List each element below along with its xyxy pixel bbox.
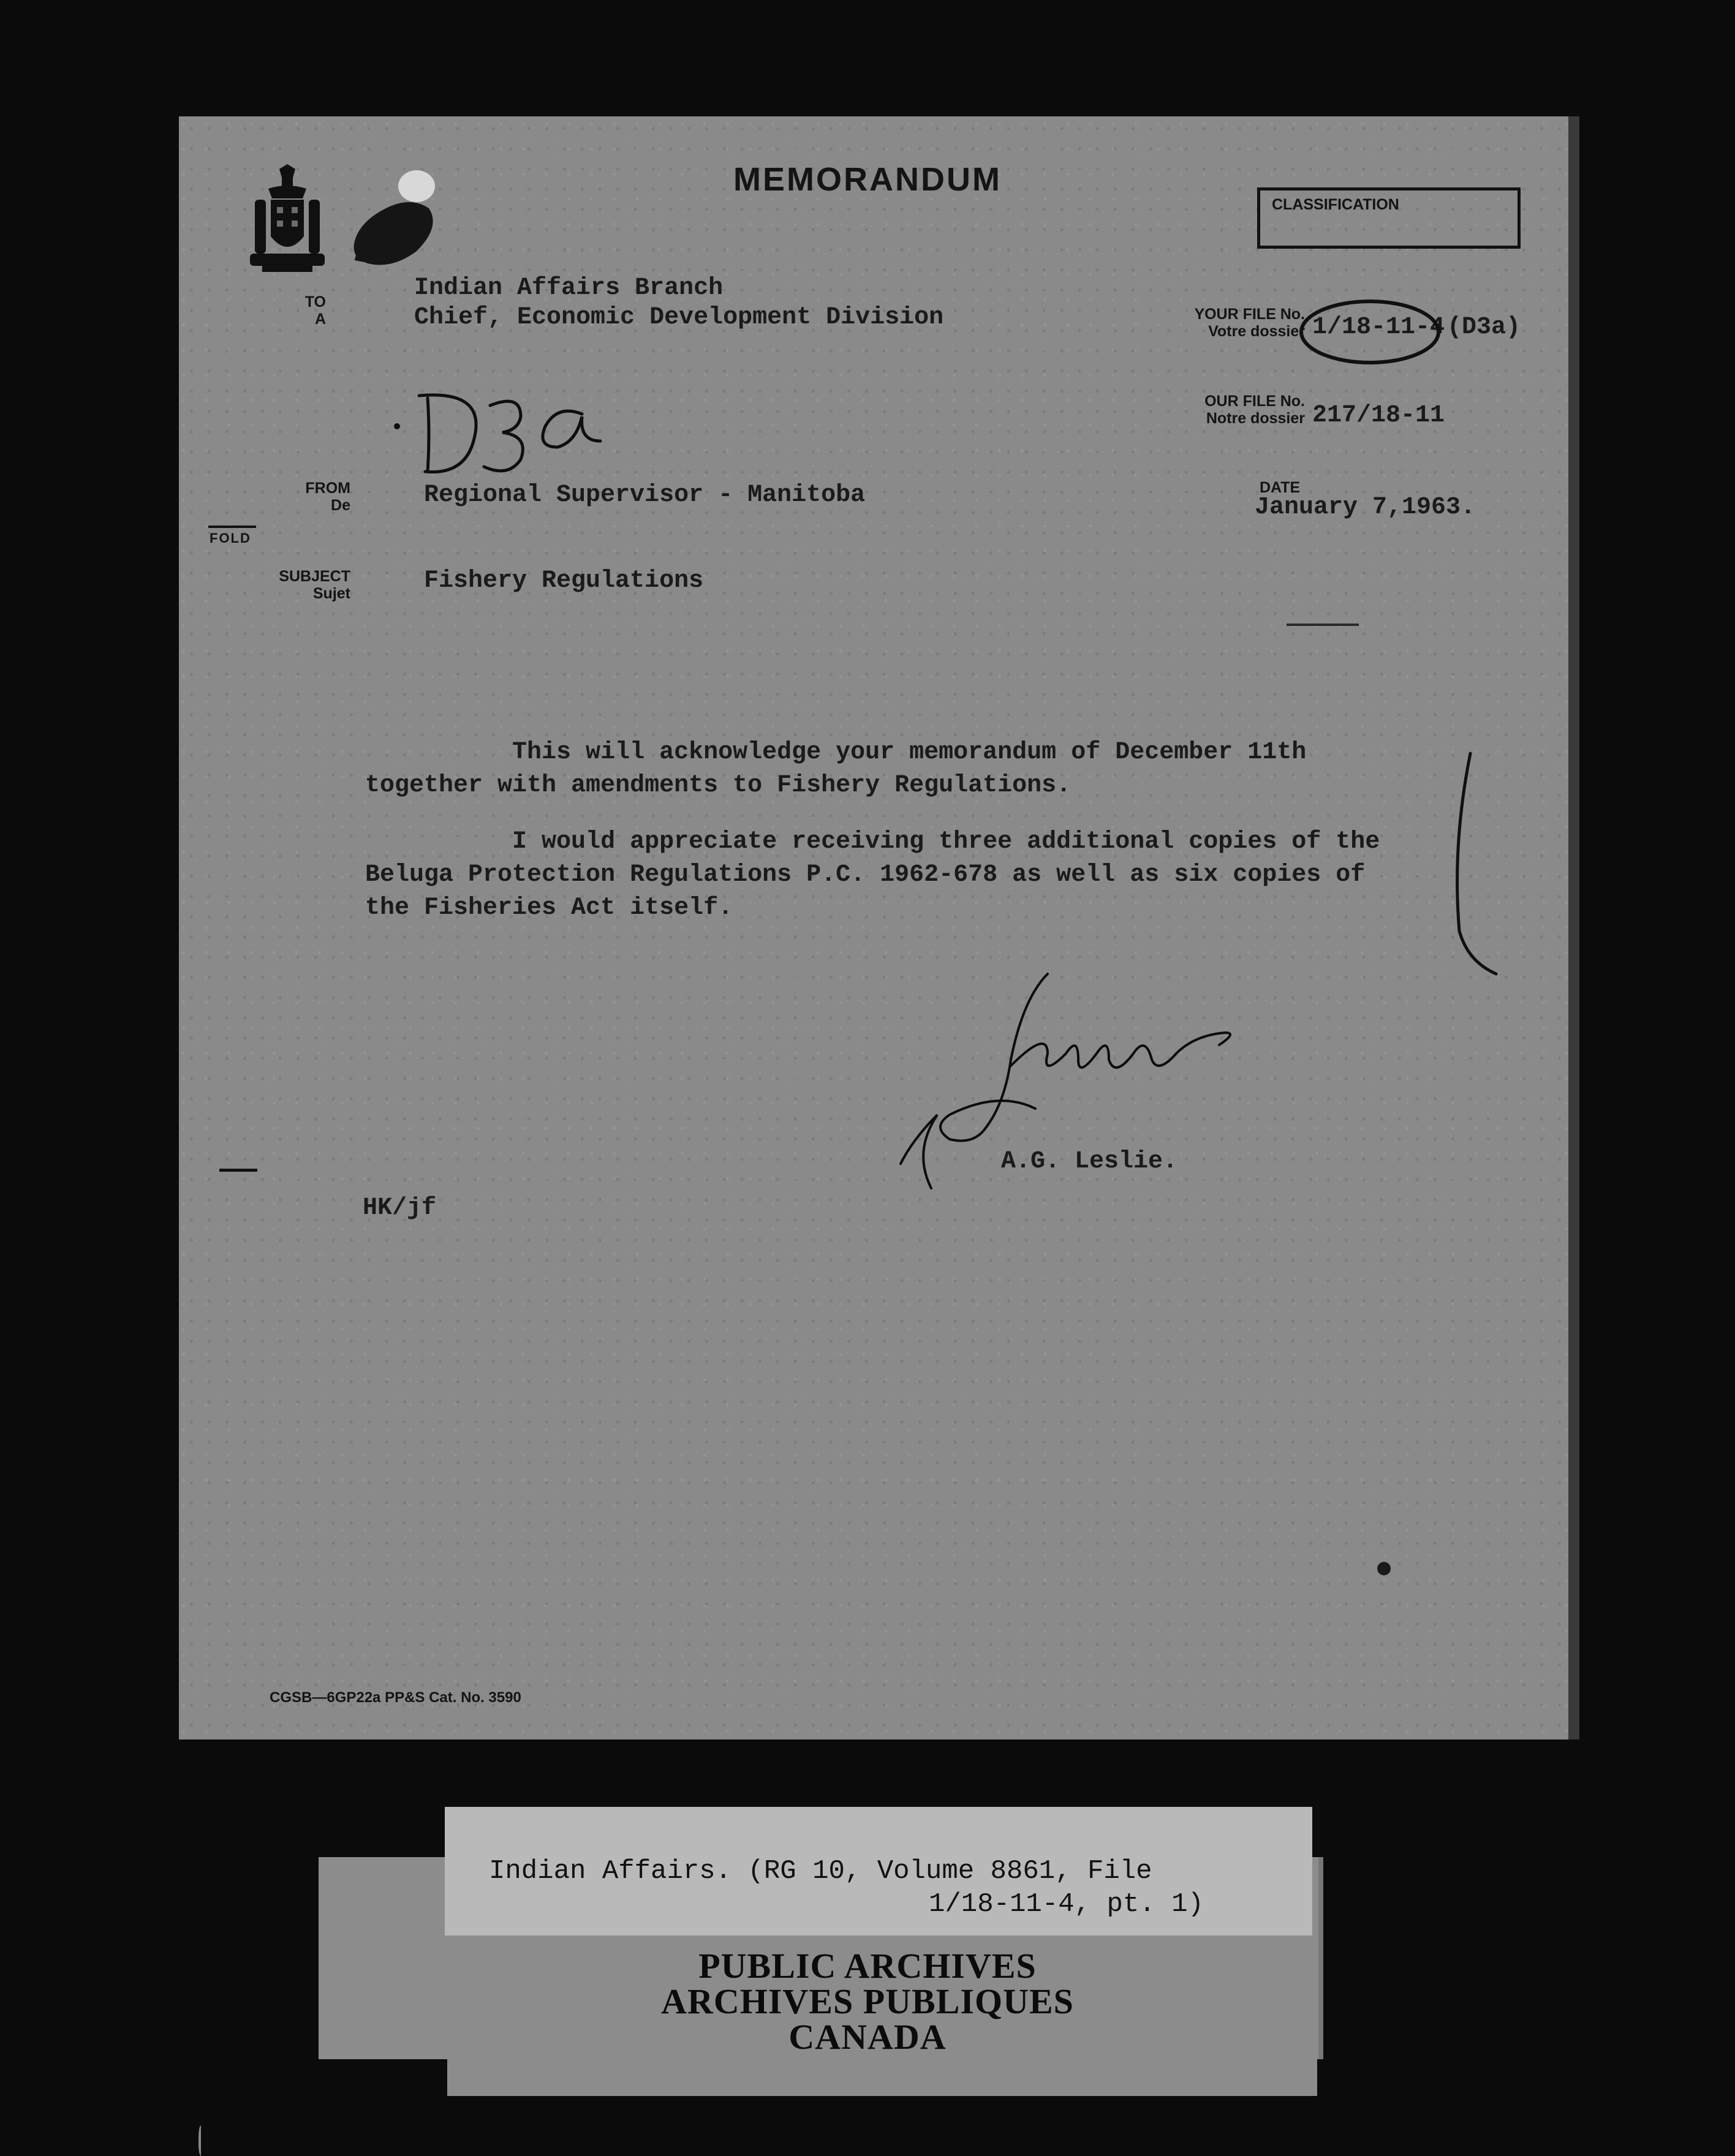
subject-label-fr: Sujet	[312, 585, 350, 602]
to-line-1: Indian Affairs Branch	[414, 274, 724, 302]
from-value: Regional Supervisor - Manitoba	[424, 481, 866, 509]
date-value: January 7,1963.	[1255, 494, 1476, 521]
archive-card-lower-strip	[447, 2058, 1317, 2096]
date-label: DATE	[1260, 479, 1301, 496]
our-file-value: 217/18-11	[1312, 402, 1445, 429]
body-line-2: together with amendments to Fishery Regulations.	[365, 772, 1072, 799]
stray-mark	[1287, 624, 1359, 626]
typist-initials: HK/jf	[363, 1194, 437, 1222]
archive-card-line-1: Indian Affairs. (RG 10, Volume 8861, File	[489, 1856, 1152, 1887]
signatory-name: A.G. Leslie.	[1001, 1148, 1178, 1175]
our-file-label-en: OUR FILE No.	[1204, 393, 1305, 410]
our-file-label-fr: Notre dossier	[1206, 410, 1305, 427]
fold-line	[208, 526, 256, 528]
archives-stamp-line-2: ARCHIVES PUBLIQUES	[661, 1981, 1074, 2021]
paper-edge-shadow	[1568, 116, 1579, 1740]
archives-stamp-line-1: PUBLIC ARCHIVES	[698, 1946, 1037, 1986]
film-edge-mark	[198, 2125, 205, 2156]
body-line-6: the Fisheries Act itself.	[365, 894, 733, 922]
subject-label-en: SUBJECT	[279, 568, 350, 585]
to-line-2: Chief, Economic Development Division	[414, 304, 944, 331]
body-line-5: Beluga Protection Regulations P.C. 1962-678 as well as six copies of	[365, 861, 1366, 889]
your-file-label-en: YOUR FILE No.	[1194, 306, 1305, 323]
margin-dash	[219, 1169, 257, 1172]
ink-spot	[1377, 1562, 1391, 1575]
memo-title: MEMORANDUM	[733, 161, 1002, 198]
archives-stamp-line-3: CANADA	[788, 2017, 947, 2057]
fold-label: FOLD	[210, 530, 251, 546]
handwritten-circle-mark	[1293, 293, 1452, 372]
body-line-4: I would appreciate receiving three additional copies of the	[365, 828, 1380, 856]
form-code: CGSB—6GP22a PP&S Cat. No. 3590	[270, 1689, 521, 1706]
from-label-fr: De	[331, 497, 350, 514]
your-file-value: 1/18-11-4	[1312, 314, 1445, 341]
from-label-en: FROM	[305, 480, 350, 497]
to-label-en: TO	[304, 293, 326, 311]
classification-label: CLASSIFICATION	[1272, 196, 1399, 213]
body-line-1: This will acknowledge your memorandum of December 11th	[365, 739, 1307, 766]
margin-bracket-mark	[1427, 747, 1501, 980]
to-label-fr: A	[314, 311, 326, 328]
subject-value: Fishery Regulations	[424, 567, 704, 595]
archive-card-line-2: 1/18-11-4, pt. 1)	[929, 1889, 1204, 1920]
your-file-label-fr: Votre dossier	[1208, 323, 1305, 340]
handwritten-d3a-mark	[392, 377, 637, 481]
your-file-suffix: (D3a)	[1447, 314, 1521, 341]
